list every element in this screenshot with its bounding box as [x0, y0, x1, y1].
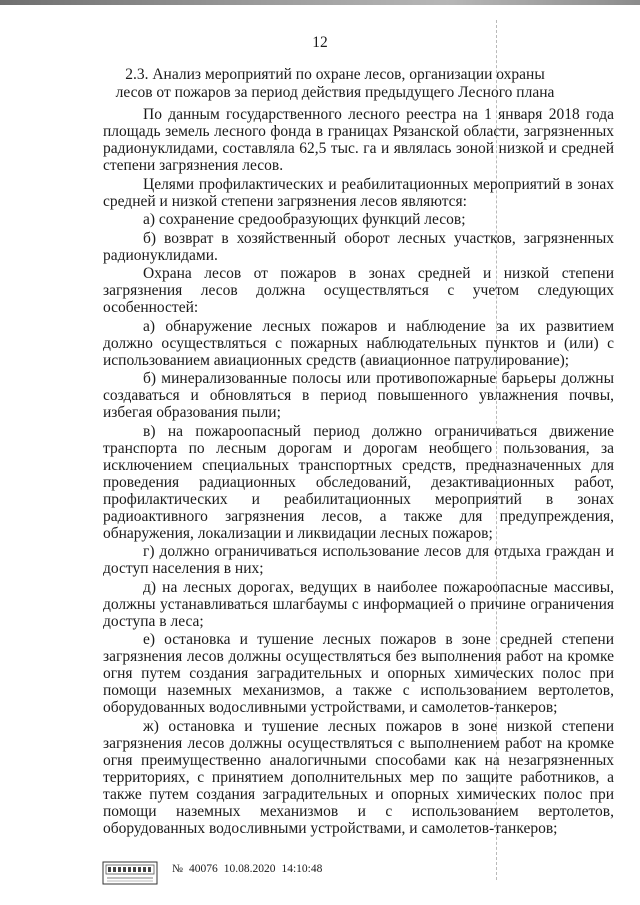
paragraph: г) должно ограничиваться использование лесов для отдыха граждан и доступ населения в них; — [103, 543, 614, 577]
body-text — [103, 106, 614, 838]
page-number: 12 — [312, 34, 328, 51]
paragraph: Охрана лесов от пожаров в зонах средней и низкой степени загрязнения лесов должна осуществляться с учетом следующих особенностей: — [103, 265, 614, 316]
section-heading — [110, 66, 560, 102]
paragraph: б) возврат в хозяйственный оборот лесных участков, загрязненных радионуклидами. — [103, 229, 614, 264]
section-heading-line-1: 2.3. Анализ мероприятий по охране лесов, организации охраны — [125, 66, 545, 83]
paragraph: е) остановка и тушение лесных пожаров в зоне средней степени загрязнения лесов должны осуществляться без выполнения работ на кромке огня путем создания заградительных и опорных химических полос при помощи наземных механизмов, а также с использованием вертолетов, оборудованных водосливными устройствами, и самолетов-танкеров; — [103, 631, 614, 716]
registration-footer — [102, 861, 432, 887]
registration-time: 14:10:48 — [281, 863, 323, 875]
section-heading-line-2: лесов от пожаров за период действия предыдущего Лесного плана — [115, 84, 555, 101]
number-sign: № — [172, 863, 183, 875]
registration-date: 10.08.2020 — [223, 863, 276, 875]
paragraph: в) на пожароопасный период должно ограничиваться движение транспорта по лесным дорогам и дорогам необщего пользования, за исключением специальных транспортных средств, предназначенных для проведения радиационных обследований, дезактивационных работ, профилактических и реабилитационных мероприятий в зонах радиоактивного загрязнения лесов, а также для предупреждения, обнаружения, локализации и ликвидации лесных пожаров; — [103, 422, 614, 542]
paragraph: б) минерализованные полосы или противопожарные барьеры должны создаваться и обновляться в период повышенного увлажнения почвы, избегая образования пыли; — [103, 370, 614, 421]
paragraph: а) обнаружение лесных пожаров и наблюдение за их развитием должно осуществляться с пожарных наблюдательных пунктов и (или) с использованием авиационных средств (авиационное патрулирование); — [103, 317, 614, 369]
paragraph: Целями профилактических и реабилитационных мероприятий в зонах средней и низкой степени загрязнения лесов являются: — [103, 175, 614, 210]
paragraph: По данным государственного лесного реестра на 1 января 2018 года площадь земель лесного фонда в границах Рязанской области, загрязненных радионуклидами, составляла 62,5 тыс. га и являлась зоной низкой и средней степени загрязнения лесов. — [103, 106, 614, 174]
registration-stamp — [172, 863, 328, 875]
document-number: 40076 — [188, 863, 218, 875]
registry-seal-icon — [102, 861, 158, 885]
paragraph: а) сохранение средообразующих функций лесов; — [143, 211, 466, 228]
paragraph: ж) остановка и тушение лесных пожаров в зоне низкой степени загрязнения лесов должны осуществляться с выполнением работ на кромке огня преимущественно аналогичными способами как на незагрязненных территориях, с принятием дополнительных мер по защите работников, а также путем создания заградительных и опорных химических полос при помощи наземных механизмов и с использованием вертолетов, оборудованных водосливными устройствами, и самолетов-танкеров; — [103, 717, 614, 837]
paragraph: д) на лесных дорогах, ведущих в наиболее пожароопасные массивы, должны устанавливаться шлагбаумы с информацией о причине ограничения доступа в леса; — [103, 578, 614, 630]
scan-edge — [0, 0, 640, 5]
